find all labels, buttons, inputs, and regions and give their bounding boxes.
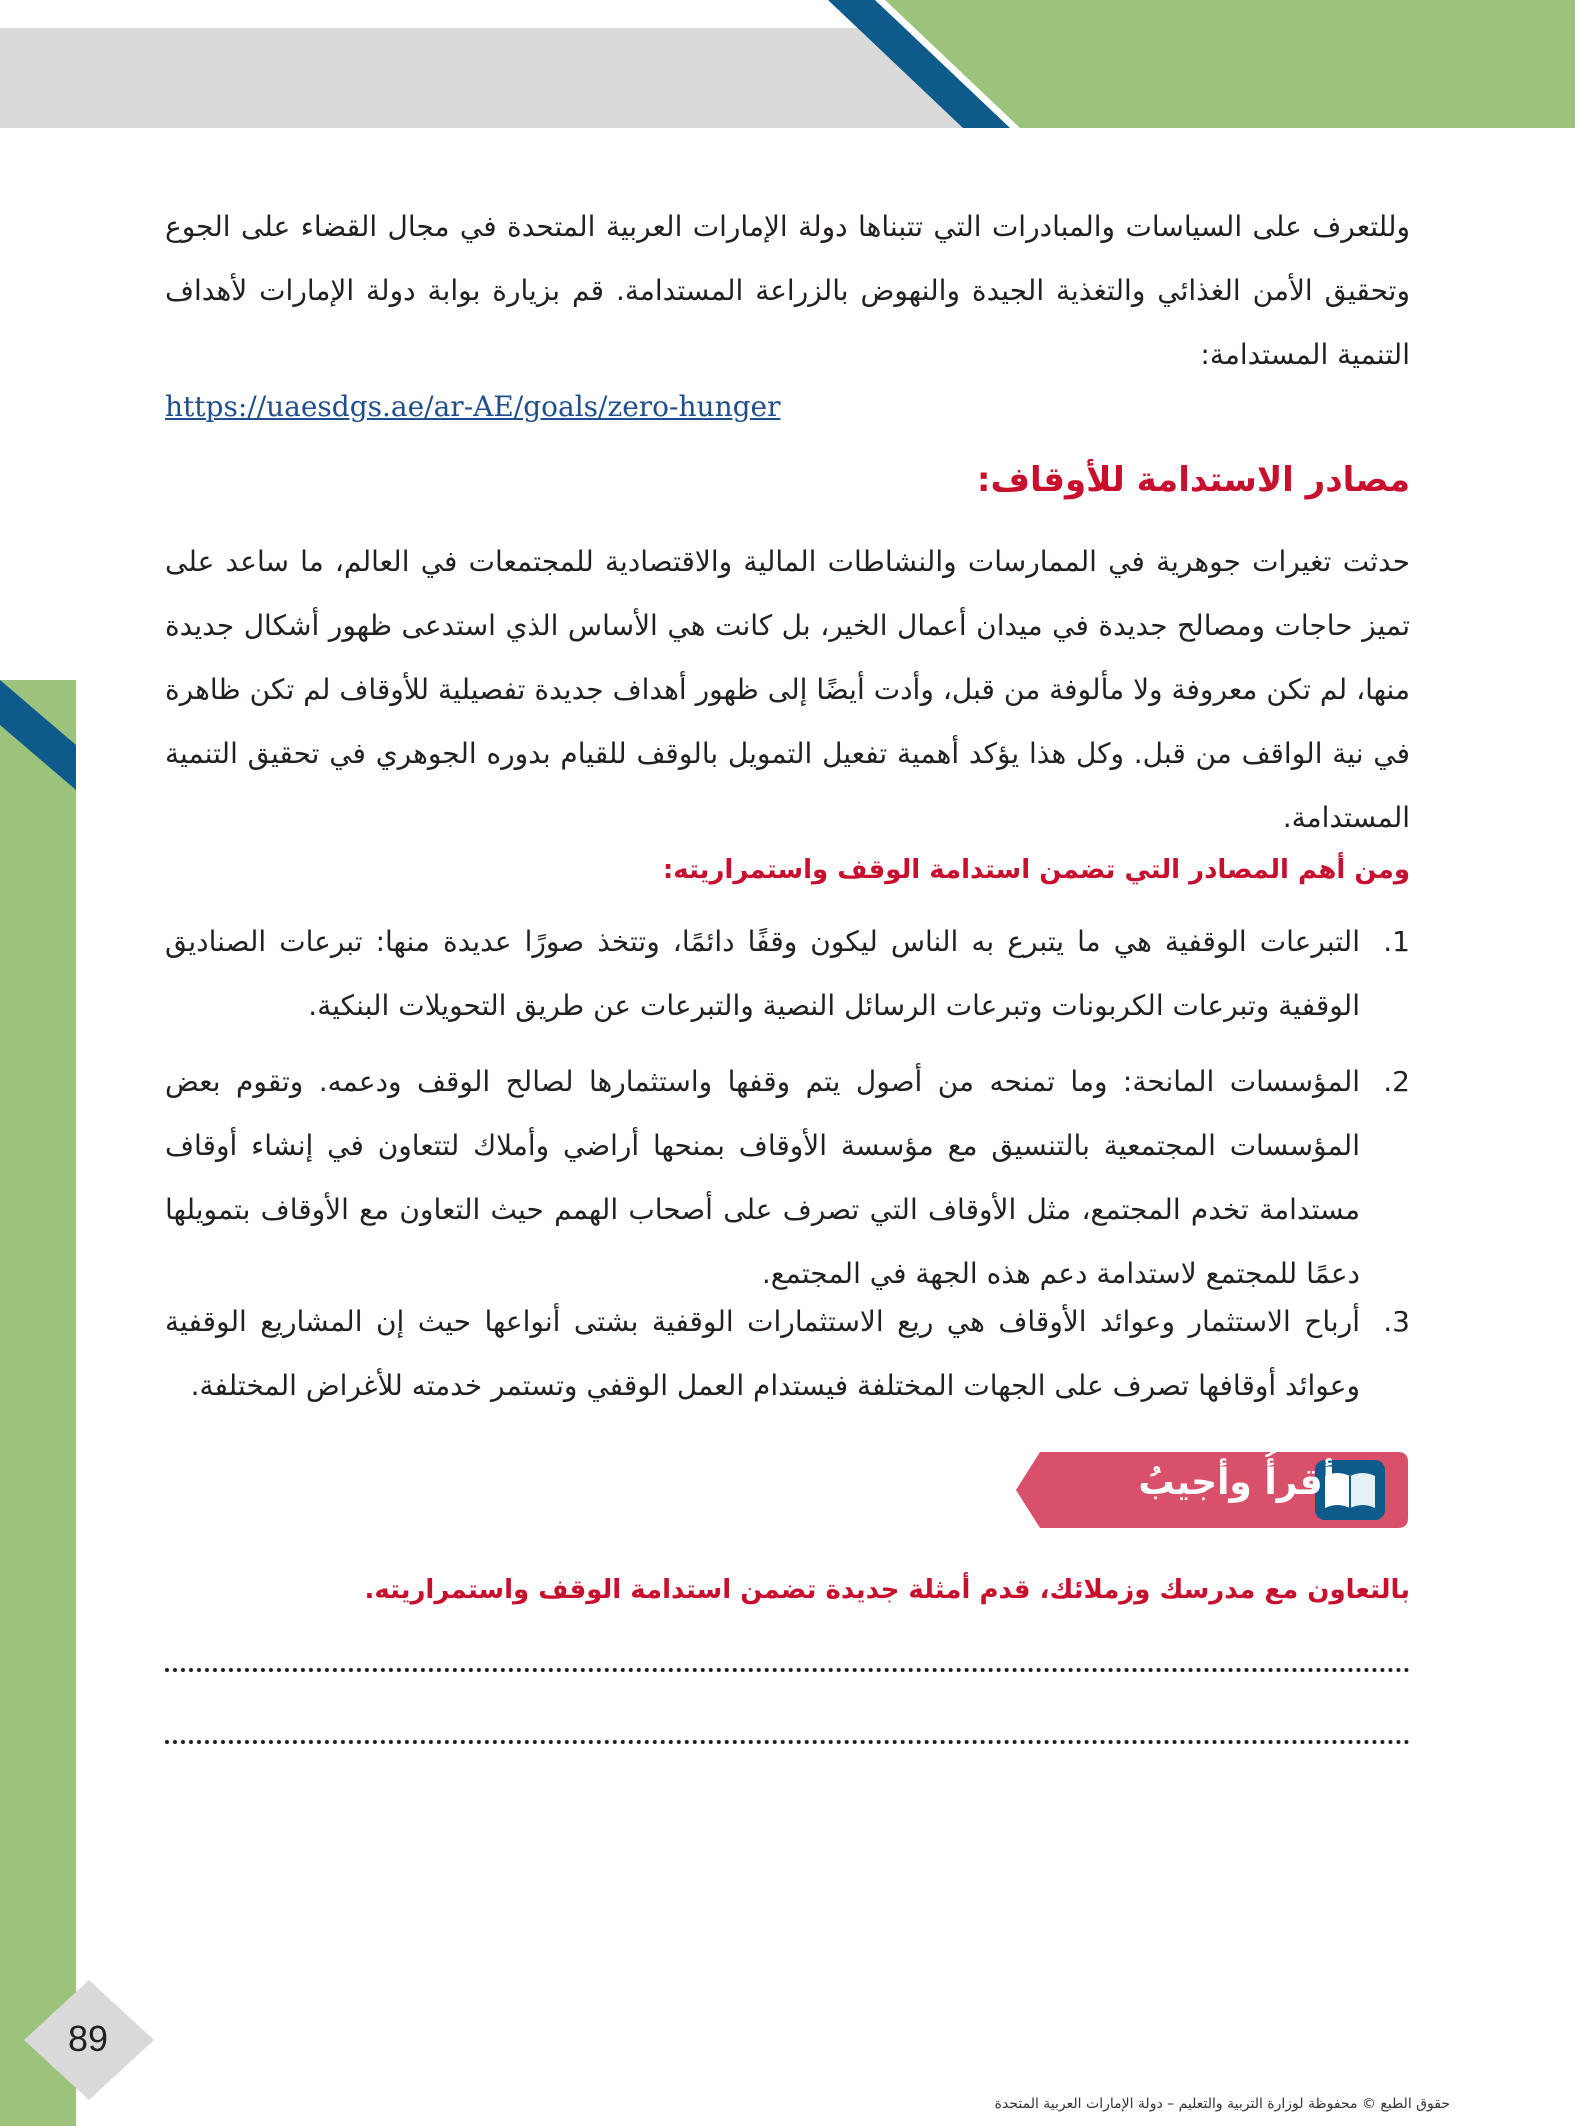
section-paragraph: حدثت تغيرات جوهرية في الممارسات والنشاطات المالية والاقتصادية للمجتمعات في العالم، ما ساعد على تميز حاجات ومصالح جديدة في ميدان أعمال الخير، بل كانت هي الأساس الذي استدعى ظهور أشكال جديدة منها، لم تكن معروفة ولا مألوفة من قبل، وأدت أيضًا إلى ظهور أهداف جديدة تفصيلية للأوقاف لم تكن ظاهرة في نية الواقف من قبل. وكل هذا يؤكد أهمية تفعيل التمويل بالوقف للقيام بدوره الجوهري في تحقيق التنمية المستدامة. — [165, 545, 1410, 834]
list-item-text: أرباح الاستثمار وعوائد الأوقاف هي ريع الاستثمارات الوقفية بشتى أنواعها حيث إن المشاريع الوقفية وعوائد أوقافها تصرف على الجهات المختلفة فيستدام العمل الوقفي وتستمر خدمته للأغراض المختلفة. — [165, 1305, 1360, 1402]
list-item — [165, 1050, 1410, 1306]
activity-title: أقرأُ وأجيبُ — [1138, 1462, 1335, 1503]
list-item-text: المؤسسات المانحة: وما تمنحه من أصول يتم وقفها واستثمارها لصالح الوقف ودعمه. وتقوم بعض المؤسسات المجتمعية بالتنسيق مع مؤسسة الأوقاف بمنحها أراضي وأملاك لتتعاون في إنشاء أوقاف مستدامة تخدم المجتمع، مثل الأوقاف التي تصرف على أصحاب الهمم حيث التعاون مع الأوقاف بتمويلها دعمًا للمجتمع لاستدامة دعم هذه الجهة في المجتمع. — [165, 1065, 1360, 1290]
list-item — [165, 910, 1410, 1038]
intro-paragraph: وللتعرف على السياسات والمبادرات التي تتبناها دولة الإمارات العربية المتحدة في مجال القضاء على الجوع وتحقيق الأمن الغذائي والتغذية الجيدة والنهوض بالزراعة المستدامة. قم بزيارة بوابة دولة الإمارات لأهداف التنمية المستدامة: — [165, 210, 1410, 371]
list-item-number: 3. — [1383, 1305, 1410, 1338]
copyright-notice: حقوق الطبع © محفوظة لوزارة التربية والتعليم – دولة الإمارات العربية المتحدة — [994, 2096, 1450, 2112]
section-heading: مصادر الاستدامة للأوقاف: — [976, 460, 1410, 500]
page-number: 89 — [67, 2018, 109, 2059]
activity-question: بالتعاون مع مدرسك وزملائك، قدم أمثلة جديدة تضمن استدامة الوقف واستمراريته. — [364, 1575, 1410, 1605]
list-item-number: 2. — [1383, 1065, 1410, 1098]
list-item-number: 1. — [1383, 925, 1410, 958]
sdg-link[interactable]: https://uaesdgs.ae/ar-AE/goals/zero-hunger — [165, 390, 781, 423]
top-banner — [0, 0, 1575, 128]
answer-line[interactable] — [165, 1668, 1410, 1672]
answer-line[interactable] — [165, 1740, 1410, 1744]
sources-subheading: ومن أهم المصادر التي تضمن استدامة الوقف واستمراريته: — [662, 855, 1410, 885]
left-decorative-strip — [0, 0, 80, 2126]
list-item-text: التبرعات الوقفية هي ما يتبرع به الناس ليكون وقفًا دائمًا، وتتخذ صورًا عديدة منها: تبرعات الصناديق الوقفية وتبرعات الكربونات وتبرعات الرسائل النصية والتبرعات عن طريق التحويلات البنكية. — [165, 925, 1360, 1022]
list-item — [165, 1290, 1410, 1418]
